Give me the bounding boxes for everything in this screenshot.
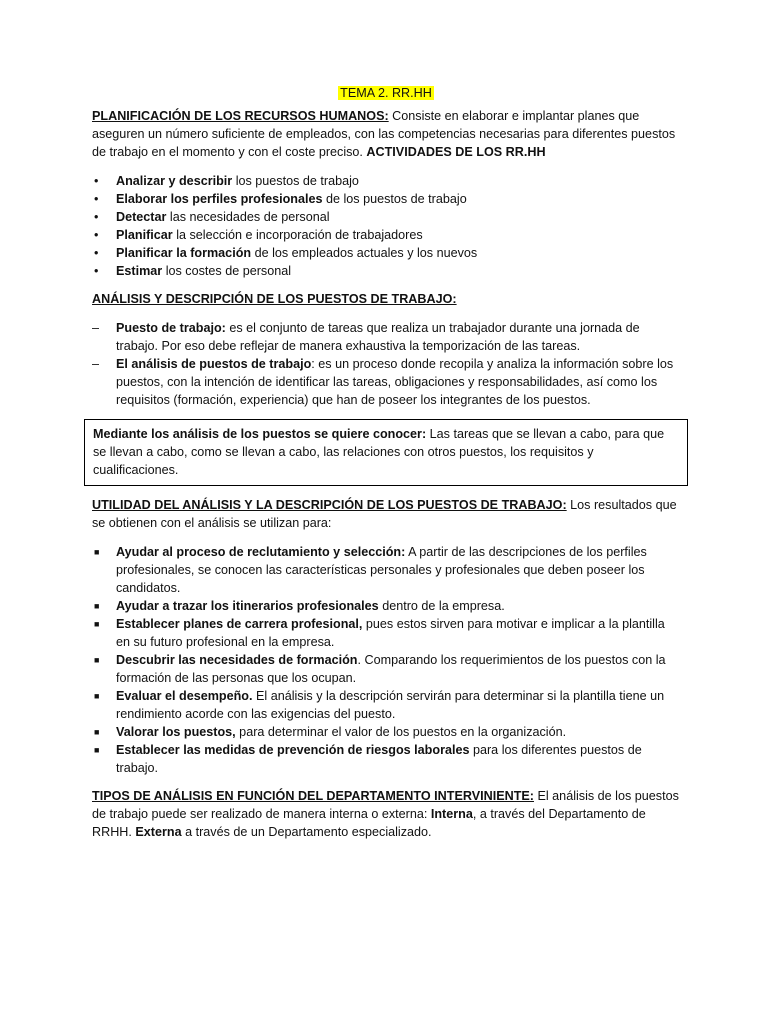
tipos-text: a través de un Departamento especializado. bbox=[181, 825, 432, 839]
square-marker: ■ bbox=[94, 547, 100, 557]
item-bold: Detectar bbox=[116, 210, 167, 224]
analisis-heading: ANÁLISIS Y DESCRIPCIÓN DE LOS PUESTOS DE TRABAJO: bbox=[92, 292, 457, 306]
item-text: para los diferentes puestos de trabajo. bbox=[116, 743, 642, 775]
item-bold: Descubrir las necesidades de formación bbox=[116, 653, 358, 667]
item-text: los puestos de trabajo bbox=[232, 174, 359, 188]
list-item bbox=[92, 741, 680, 777]
item-text: . Comparando los requerimientos de los puestos con la formación de las personas que los ocupan. bbox=[116, 653, 666, 685]
item-bold: Planificar la formación bbox=[116, 246, 252, 260]
item-text: los costes de personal bbox=[162, 264, 292, 278]
item-bold: Valorar los puestos, bbox=[116, 725, 236, 739]
page-title: TEMA 2. RR.HH bbox=[340, 86, 432, 100]
bullet-marker: • bbox=[94, 246, 99, 260]
planificacion-heading: PLANIFICACIÓN DE LOS RECURSOS HUMANOS: bbox=[92, 109, 389, 123]
interna-bold: Interna bbox=[430, 807, 473, 821]
bullet-marker: • bbox=[94, 192, 99, 206]
planificacion-paragraph bbox=[92, 107, 680, 161]
list-item bbox=[92, 543, 680, 597]
item-bold: Planificar bbox=[116, 228, 173, 242]
list-item bbox=[92, 226, 680, 244]
title-row bbox=[92, 84, 680, 102]
item-bold: Ayudar a trazar los itinerarios profesionales bbox=[116, 599, 379, 613]
bullet-marker: • bbox=[94, 228, 99, 242]
list-item bbox=[92, 597, 680, 615]
item-text: la selección e incorporación de trabajadores bbox=[172, 228, 423, 242]
externa-bold: Externa bbox=[135, 825, 182, 839]
box-text: Las tareas que se llevan a cabo, para que se llevan a cabo, como se llevan a cabo, las relaciones con otros puestos, los requisitos y cualificaciones. bbox=[93, 427, 665, 477]
item-text: El análisis y la descripción servirán para determinar si la plantilla tiene un rendimiento acorde con las exigencias del puesto. bbox=[116, 689, 665, 721]
item-text: : es un proceso donde recopila y analiza la información sobre los puestos, con la intención de identificar las tareas, obligaciones y responsabilidades, así como los requisitos (formación, experiencia) que han de poseer los integrantes de los puestos. bbox=[116, 357, 674, 407]
item-text: de los empleados actuales y los nuevos bbox=[251, 246, 478, 260]
tipos-text: El análisis de los puestos de trabajo puede ser realizado de manera interna o externa: bbox=[92, 789, 679, 821]
item-text: para determinar el valor de los puestos en la organización. bbox=[235, 725, 567, 739]
square-marker: ■ bbox=[94, 691, 100, 701]
list-item bbox=[92, 262, 680, 280]
list-item bbox=[92, 172, 680, 190]
list-item bbox=[92, 651, 680, 687]
item-text: las necesidades de personal bbox=[166, 210, 330, 224]
item-text: pues estos sirven para motivar e implicar a la plantilla en su futuro profesional en la empresa. bbox=[116, 617, 665, 649]
square-marker: ■ bbox=[94, 745, 100, 755]
item-text: dentro de la empresa. bbox=[378, 599, 505, 613]
list-item bbox=[92, 319, 680, 355]
utilidad-list bbox=[92, 543, 680, 777]
square-marker: ■ bbox=[94, 727, 100, 737]
list-item bbox=[92, 244, 680, 262]
item-bold: Establecer planes de carrera profesional, bbox=[116, 617, 363, 631]
item-bold: Analizar y describir bbox=[116, 174, 233, 188]
box-bold: Mediante los análisis de los puestos se quiere conocer: bbox=[93, 427, 427, 441]
actividades-heading: ACTIVIDADES DE LOS RR.HH bbox=[366, 145, 546, 159]
tipos-text: , a través del Departamento de RRHH. bbox=[92, 807, 646, 839]
item-text: de los puestos de trabajo bbox=[322, 192, 467, 206]
utilidad-paragraph bbox=[92, 496, 680, 532]
list-item bbox=[92, 190, 680, 208]
bullet-marker: • bbox=[94, 210, 99, 224]
tipos-paragraph bbox=[92, 787, 680, 841]
item-bold: Establecer las medidas de prevención de riesgos laborales bbox=[116, 743, 470, 757]
list-item bbox=[92, 687, 680, 723]
list-item bbox=[92, 355, 680, 409]
item-bold: Elaborar los perfiles profesionales bbox=[116, 192, 323, 206]
item-text: es el conjunto de tareas que realiza un trabajador durante una jornada de trabajo. Por eso debe reflejar de manera exhaustiva la temporización de las tareas. bbox=[116, 321, 640, 353]
dash-marker: – bbox=[92, 321, 100, 335]
item-bold: Puesto de trabajo: bbox=[116, 321, 226, 335]
list-item bbox=[92, 615, 680, 651]
list-item bbox=[92, 723, 680, 741]
analisis-list bbox=[92, 319, 680, 409]
bullet-marker: • bbox=[94, 174, 99, 188]
item-bold: Evaluar el desempeño. bbox=[116, 689, 253, 703]
dash-marker: – bbox=[92, 357, 100, 371]
planificacion-text: Consiste en elaborar e implantar planes que aseguren un número suficiente de empleados, con las competencias necesarias para diferentes puestos de trabajo en el momento y con el coste preciso. bbox=[92, 109, 676, 159]
summary-box bbox=[84, 419, 688, 486]
utilidad-text: Los resultados que se obtienen con el análisis se utilizan para: bbox=[92, 498, 677, 530]
analisis-heading-paragraph bbox=[92, 290, 680, 308]
item-bold: Ayudar al proceso de reclutamiento y selección: bbox=[116, 545, 406, 559]
square-marker: ■ bbox=[94, 601, 100, 611]
item-bold: El análisis de puestos de trabajo bbox=[116, 357, 312, 371]
tipos-heading: TIPOS DE ANÁLISIS EN FUNCIÓN DEL DEPARTAMENTO INTERVINIENTE: bbox=[92, 789, 534, 803]
item-text: A partir de las descripciones de los perfiles profesionales, se conocen las características personales y profesionales que deben poseer los candidatos. bbox=[116, 545, 647, 595]
actividades-list bbox=[92, 172, 680, 280]
item-bold: Estimar bbox=[116, 264, 163, 278]
utilidad-heading: UTILIDAD DEL ANÁLISIS Y LA DESCRIPCIÓN DE LOS PUESTOS DE TRABAJO: bbox=[92, 498, 567, 512]
square-marker: ■ bbox=[94, 655, 100, 665]
square-marker: ■ bbox=[94, 619, 100, 629]
list-item bbox=[92, 208, 680, 226]
bullet-marker: • bbox=[94, 264, 99, 278]
